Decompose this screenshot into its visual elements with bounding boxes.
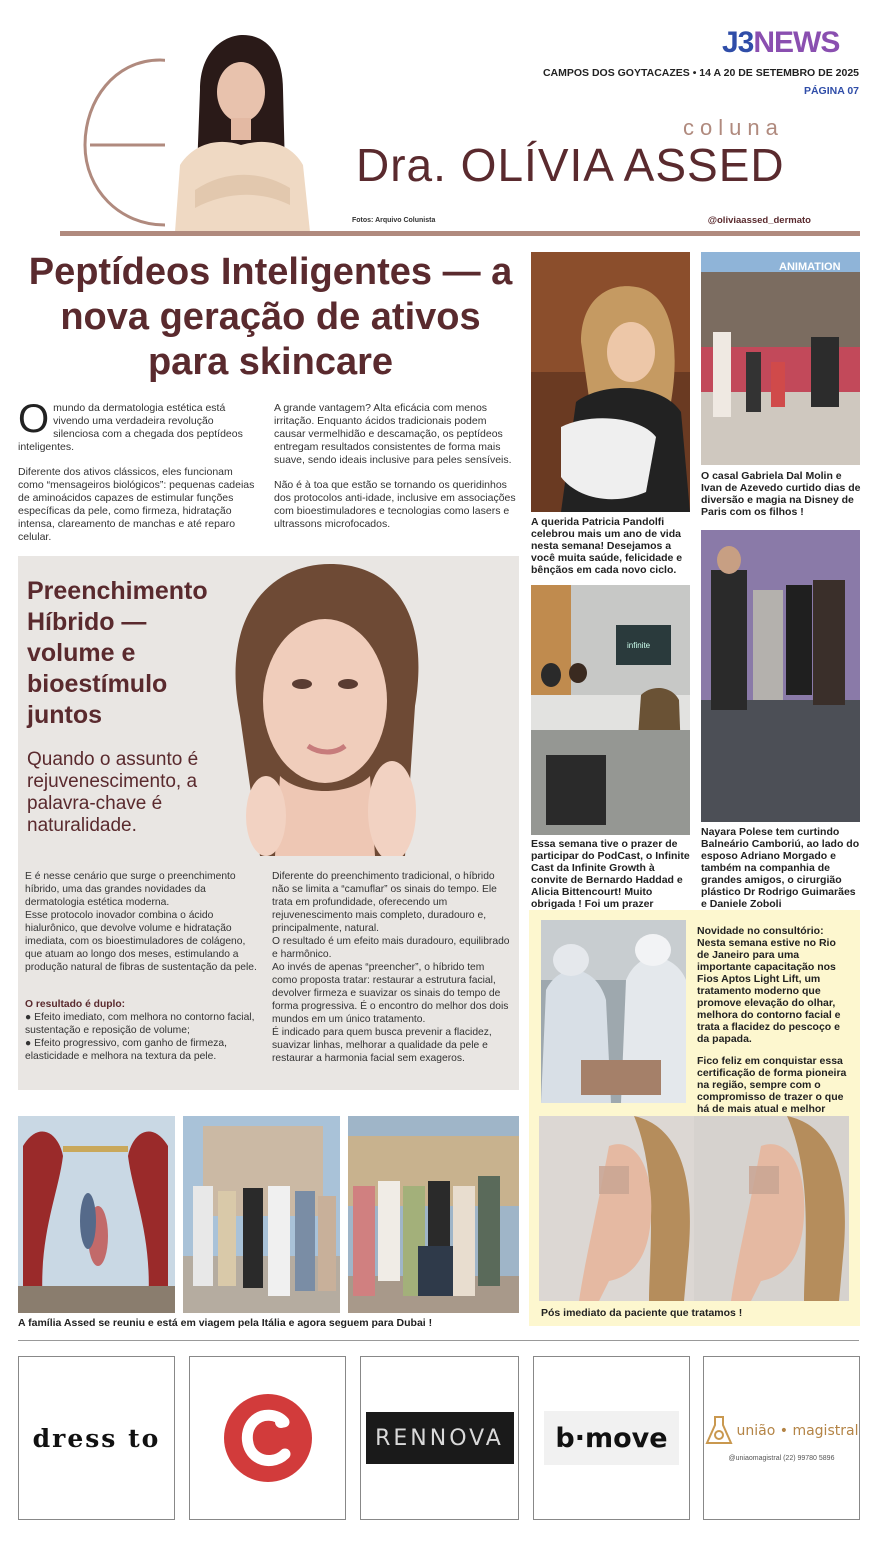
feature-subtitle: Quando o assunto é rejuvenescimento, a palavra-chave é naturalidade. bbox=[27, 749, 199, 836]
caption-podcast: Essa semana tive o prazer de participar do PodCast, o Infinite Cast da Infinite Growth à convite de Bernardo Haddad e Alicia Bittencourt! Muito obrigada ! Foi um prazer bbox=[531, 838, 690, 910]
caption-patricia: A querida Patricia Pandolfi celebrou mais um ano de vida nesta semana! Desejamos a você muita saúde, felicidade e bênçãos em cada novo ciclo. bbox=[531, 516, 683, 576]
photo-patricia bbox=[531, 252, 690, 512]
caption-patient: Pós imediato da paciente que tratamos ! bbox=[541, 1307, 743, 1319]
screen-text: infinite bbox=[627, 641, 651, 650]
photo-patient-result bbox=[539, 1116, 849, 1301]
caption-family: A família Assed se reuniu e está em viagem pela Itália e agora seguem para Dubai ! bbox=[18, 1317, 433, 1329]
columnist-portrait bbox=[165, 30, 315, 232]
ad-dress-to[interactable]: dress to bbox=[18, 1356, 175, 1520]
feature-column-1: E é nesse cenário que surge o preenchimento híbrido, uma das grandes novidades da dermatologia estética moderna. Esse protocolo inovador combina o ácido hialurônico, que devolve volume e hidratação imediata, com os bioestimuladores de colágeno, que atuam ao longo dos meses, estimulando a produção natural de fibras de sustentação da pele. O resultado é duplo: ● Efeito imediato, com melhora no contorno facial, sustentação e reposição de volume; ● Efeito progressivo, com ganho de firmeza, elasticidade e melhora na textura da pele. bbox=[25, 870, 263, 1063]
bullet-item: ● Efeito imediato, com melhora no contorno facial, sustentação e reposição de volume; bbox=[25, 1012, 255, 1036]
caption-nayara: Nayara Polese tem curtindo Balneário Camboriú, ao lado do esposo Adriano Morgado e também na companhia de grandes amigos, o cirurgião plástico Dr Rodrigo Guimarães e Daniele Zoboli bbox=[701, 826, 860, 910]
photo-family-florence bbox=[183, 1116, 340, 1313]
feature-title: Preenchimento Híbrido — volume e bioestímulo juntos bbox=[27, 577, 208, 729]
sign-text: ANIMATION bbox=[779, 261, 841, 273]
photo-family-dubai bbox=[18, 1116, 175, 1313]
photo-nayara bbox=[701, 530, 860, 822]
column-label: coluna bbox=[683, 115, 784, 140]
header-rule bbox=[60, 231, 860, 236]
photo-disney bbox=[701, 252, 860, 465]
ad-uniao-magistral[interactable]: união • magistral @uniaomagistral (22) 99780 5896 bbox=[703, 1356, 860, 1520]
page-number: PÁGINA 07 bbox=[803, 85, 859, 97]
dropcap: O bbox=[18, 397, 50, 441]
photo-credit: Fotos: Arquivo Colunista bbox=[352, 217, 436, 224]
feature-column-2: Diferente do preenchimento tradicional, o híbrido não se limita a “camuflar” os sinais do tempo. Ele trata em profundidade, oferecendo um rejuvenescimento mais completo, duradouro e, principalmente, natural. O resultado é um efeito mais duradouro, equilibrado e harmônico. Ao invés de apenas “preencher”, o híbrido tem como proposta tratar: restaurar a estrutura facial, devolver firmeza e suavizar os sinais do tempo de forma progressiva. É o encontro do melhor dos dois mundos em um único tratamento. É indicado para quem busca prevenir a flacidez, suavizar linhas, melhorar a qualidade da pele e restaurar a harmonia facial sem exageros. bbox=[272, 871, 510, 1064]
ad-red-c[interactable] bbox=[189, 1356, 346, 1520]
article-column-1: O mundo da dermatologia estética está vivendo uma verdadeira revolução silenciosa com a chegada dos peptídeos inteligentes. Diferente dos ativos clássicos, eles funcionam como “mensageiros biológicos”: pequenas cadeias de aminoácidos capazes de estimular funções específicas da pele, como firmeza, hidratação intensa, clareamento de manchas e até reparo celular. bbox=[18, 397, 255, 543]
bullet-item: ● Efeito progressivo, com ganho de firmeza, elasticidade e melhora na textura da pele. bbox=[25, 1038, 227, 1062]
divider bbox=[18, 1340, 859, 1341]
feature-face-photo bbox=[180, 556, 519, 856]
brand-logo[interactable]: J3NEWS bbox=[722, 26, 840, 59]
photo-training bbox=[541, 920, 686, 1103]
ad-rennova[interactable]: RENNOVA bbox=[360, 1356, 519, 1520]
novidade-text: Novidade no consultório: Nesta semana estive no Rio de Janeiro para uma importante capacitação nos Fios Aptos Light Lift, um tratamento moderno que promove elevação do olhar, melhora do contorno facial e trata a flacidez do pescoço e da papada. Fico feliz em conquistar essa certificação de forma pioneira na região, sempre com o compromisso de trazer o que há de mais atual e melhor bbox=[697, 925, 847, 1115]
columnist-name: Dra. OLÍVIA ASSED bbox=[356, 139, 785, 191]
photo-podcast bbox=[531, 585, 690, 835]
ad-bmove[interactable]: b·move bbox=[533, 1356, 690, 1520]
caption-disney: O casal Gabriela Dal Molin e Ivan de Azevedo curtido dias de diversão e magia na Disney de Paris com os filhos ! bbox=[701, 470, 861, 518]
red-c-logo bbox=[222, 1392, 314, 1484]
result-title: O resultado é duplo: bbox=[25, 999, 126, 1010]
article-column-2: A grande vantagem? Alta eficácia com menos irritação. Enquanto ácidos tradicionais podem causar vermelhidão e descamação, os peptídeos entregam resultados consistentes de forma mais suave, sendo ideais inclusive para peles sensíveis. Não é à toa que estão se tornando os queridinhos dos protocolos anti-idade, inclusive em associações com bioestimuladores e tecnologias como lasers e ultrassons microfocados. bbox=[274, 402, 516, 530]
flask-icon bbox=[705, 1415, 733, 1447]
instagram-handle[interactable]: @oliviaassed_dermato bbox=[707, 215, 811, 226]
photo-family-matera bbox=[348, 1116, 519, 1313]
article-title: Peptídeos Inteligentes — a nova geração de ativos para skincare bbox=[28, 251, 513, 383]
edition-line: CAMPOS DOS GOYTACAZES • 14 A 20 DE SETEMBRO DE 2025 bbox=[542, 67, 859, 79]
